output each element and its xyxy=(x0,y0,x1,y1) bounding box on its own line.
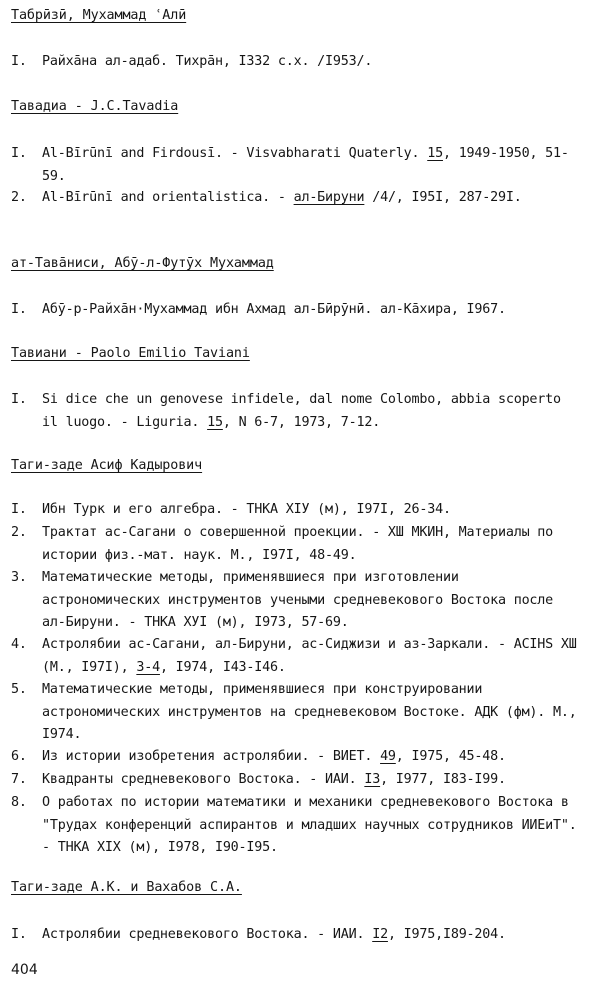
bibliography-entry xyxy=(11,389,583,434)
entry-number: 4. xyxy=(11,637,27,652)
page-number: 404 xyxy=(11,962,38,978)
collection-title: ал-Бируни xyxy=(293,190,365,205)
entry-number: 3. xyxy=(11,570,27,585)
entry-number: I. xyxy=(11,302,27,317)
volume-number: 3-4 xyxy=(136,659,160,675)
entry-text: , I977, I83-I99. xyxy=(380,772,506,787)
entry-text: , I974, I43-I46. xyxy=(159,659,286,675)
entry-text: Райха̄на ал-адаб. Тихра̄н, I332 с.х. /I953/. xyxy=(42,54,373,69)
entry-text: , 1949-1950, 51-59. xyxy=(42,146,569,184)
bibliography-entry xyxy=(11,51,583,74)
entry-text: , I975, 45-48. xyxy=(395,749,506,764)
bibliography-entry xyxy=(11,299,583,322)
entry-number: I. xyxy=(11,146,27,161)
author-heading: Табрӣзӣ, Мухаммад ʿАлӣ xyxy=(11,8,187,23)
entry-number: 2. xyxy=(11,525,27,540)
author-heading: Тавиани - Paolo Emilio Taviani xyxy=(11,346,250,361)
entry-text: О работах по истории математики и механики средневекового Востока в "Трудах конференций аспирантов и младших научных сотрудников ИИЕиТ". - ТНКА XIX (м), I978, I90-I95. xyxy=(42,795,577,855)
entry-text: Математические методы, применявшиеся при конструировании астрономических инструментов на средневековом Востоке. АДК (фм). М., I974. xyxy=(42,682,577,742)
entry-number: 5. xyxy=(11,682,27,697)
entry-text: /4/, I95I, 287-29I. xyxy=(364,190,522,205)
bibliography-entry xyxy=(11,746,583,769)
bibliography-entry xyxy=(11,769,583,792)
entry-text: Al-Bīrūnī and orientalistica. - xyxy=(42,190,294,205)
volume-number: I3 xyxy=(364,772,381,787)
author-heading: Тавадиа - J.C.Tavadia xyxy=(11,99,179,114)
entry-number: I. xyxy=(11,502,27,517)
bibliography-entry xyxy=(11,187,583,210)
entry-text: Из истории изобретения астролябии. - ВИЕТ. xyxy=(42,749,381,764)
volume-number: 15 xyxy=(207,414,223,430)
entry-text: Математические методы, применявшиеся при изготовлении астрономических инструментов учеными средневекового Востока после ал-Бируни. - ТНКА XУI (м), I973, 57-69. xyxy=(42,570,554,630)
entry-text: Квадранты средневекового Востока. - ИАИ. xyxy=(42,772,365,787)
bibliography-entry xyxy=(11,143,583,188)
entry-text: Астролябии ас-Сагани, ал-Бируни, ас-Сиджизи и аз-Заркали. - ACIHS XШ (М., I97I), xyxy=(42,637,577,675)
bibliography-entry xyxy=(11,567,583,635)
volume-number: 15 xyxy=(427,146,443,161)
author-heading: ат-Тава̄ниси, Абӯ-л-Футӯх Мухаммад xyxy=(11,256,274,271)
bibliography-entry xyxy=(11,679,583,747)
entry-text: Абӯ-р-Райха̄н·Мухаммад ибн Ахмад ал-Бӣрӯнӣ. ал-Ка̄хира, I967. xyxy=(42,302,506,317)
entry-number: I. xyxy=(11,54,27,69)
entry-text: , N 6-7, 1973, 7-12. xyxy=(222,414,381,430)
entry-number: I. xyxy=(11,392,27,407)
entry-text: Астролябии средневекового Востока. - ИАИ. xyxy=(42,927,373,942)
entry-number: I. xyxy=(11,927,27,942)
bibliography-entry xyxy=(11,522,583,567)
bibliography-entry xyxy=(11,634,583,679)
entry-number: 7. xyxy=(11,772,27,787)
author-heading: Таги-заде А.К. и Вахабов С.А. xyxy=(11,880,242,895)
entry-text: Si dice che un genovese infidele, dal nome Colombo, abbia scoperto il luogo. - Liguria. xyxy=(42,392,561,430)
entry-number: 6. xyxy=(11,749,27,764)
entry-number: 8. xyxy=(11,795,27,810)
entry-text: Трактат ас-Сагани о совершенной проекции. - XШ МКИН, Материалы по истории физ.-мат. наук. М., I97I, 48-49. xyxy=(42,525,554,563)
entry-text: , I975,I89-204. xyxy=(387,927,506,942)
bibliography-entry xyxy=(11,924,583,947)
entry-text: Al-Bīrūnī and Firdousī. - Visvabharati Quaterly. xyxy=(42,146,428,161)
entry-text: Ибн Турк и его алгебра. - ТНКА XIУ (м), I97I, 26-34. xyxy=(42,502,451,517)
volume-number: I2 xyxy=(372,927,388,942)
author-heading: Таги-заде Асиф Кадырович xyxy=(11,458,203,473)
volume-number: 49 xyxy=(380,749,396,764)
entry-number: 2. xyxy=(11,190,27,205)
bibliography-entry xyxy=(11,792,583,860)
bibliography-entry xyxy=(11,499,583,522)
